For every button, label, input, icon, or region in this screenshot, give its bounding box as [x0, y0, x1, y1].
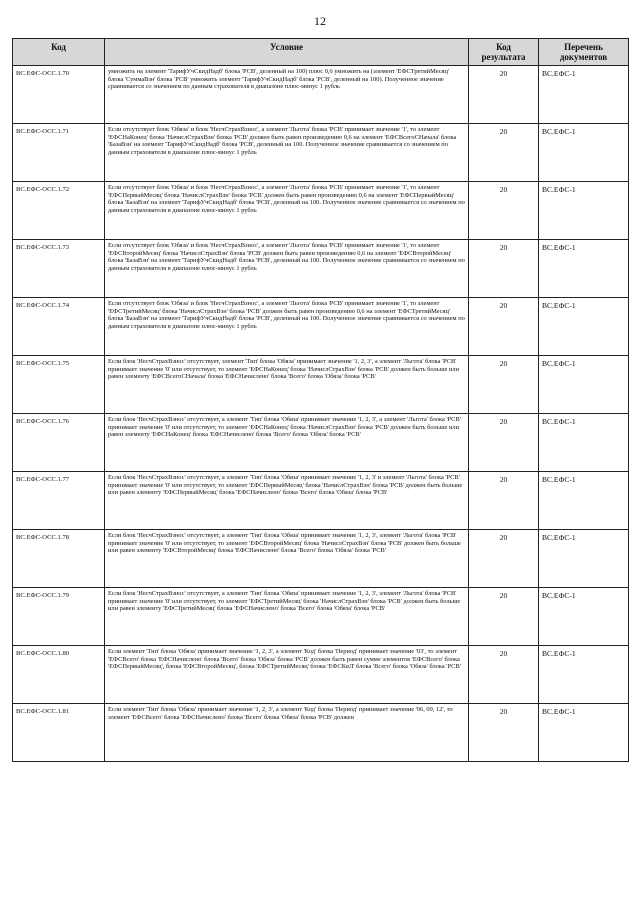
row-result-code: 20 [469, 356, 539, 414]
row-code: ВС.ЕФС-ОСС.1.77 [13, 472, 105, 530]
row-condition: Если блок 'НесчСтрахВзнос' отсутствует, а элемент 'Тип' блока 'Обяза' принимает значение '1, 2, 3' и элемент 'Льгота' блока 'РСВ' принимает значение '0' или отсутствует, то элемент 'ЕФСПервыйМесяц' блока 'НачислСтрахВзн' блока 'РСВ' должен быть больше или равен элементу 'ЕФСПервыйМесяц' блока 'ЕФСНачислено' блока 'Всего' блока 'Обяза' блока 'РСВ' [105, 472, 469, 530]
table-row [13, 298, 629, 356]
row-documents: ВС.ЕФС-1 [539, 646, 629, 704]
row-result-code: 20 [469, 240, 539, 298]
column-header-code: Код [13, 39, 105, 66]
row-documents: ВС.ЕФС-1 [539, 356, 629, 414]
row-result-code: 20 [469, 530, 539, 588]
row-condition: умножить на элемент 'ТарифУчСкидНадб' блока 'РСВ', деленный на 100) плюс 0,6 умножить на (элемент 'ЕФСТретийМесяц' блока 'СуммаВзн' блока 'РСВ' умножить элемент 'ТарифУчСкидНадб' блока 'РСВ', деленный на 100). Полученное значение сравнивается со значением по данным страхователя в диапазоне плюс-минус 1 рубль [105, 66, 469, 124]
row-condition: Если блок 'НесчСтрахВзнос' отсутствует, элемент 'Тип' блока 'Обяза' принимает значение '1, 2, 3', а элемент 'Льгота' блока 'РСВ' принимает значение '0' или отсутствует, то элемент 'ЕФСНаКонец' блока 'НачислСтрахВзн' блока 'РСВ' должен быть больше или равен элементу 'ЕФСВсегоСНачала' блока 'ЕФСНачислено' блока 'Всего' блока 'Обяза' блока 'РСВ' [105, 356, 469, 414]
row-documents: ВС.ЕФС-1 [539, 704, 629, 762]
table-row [13, 414, 629, 472]
row-condition: Если блок 'НесчСтрахВзнос' отсутствует, а элемент 'Тип' блока 'Обяза' принимает значение '1, 2, 3', элемент 'Льгота' блока 'РСВ' принимает значение '0' или отсутствует, то элемент 'ЕФСВторойМесяц' блока 'НачислСтрахВзн' блока 'РСВ' должен быть больше или равен элементу 'ЕФСВторойМесяц' блока 'ЕФСНачислено' блока 'Всего' блока 'Обяза' блока 'РСВ' [105, 530, 469, 588]
row-code: ВС.ЕФС-ОСС.1.80 [13, 646, 105, 704]
table-row [13, 124, 629, 182]
row-code: ВС.ЕФС-ОСС.1.75 [13, 356, 105, 414]
page-number: 12 [314, 14, 326, 28]
row-result-code: 20 [469, 66, 539, 124]
row-result-code: 20 [469, 472, 539, 530]
rules-table [12, 38, 629, 762]
row-code: ВС.ЕФС-ОСС.1.79 [13, 588, 105, 646]
table-row [13, 182, 629, 240]
row-condition: Если блок 'НесчСтрахВзнос' отсутствует, а элемент 'Тип' блока 'Обяза' принимает значение '1, 2, 3', а элемент 'Льгота' блока 'РСВ' принимает значение '0' или отсутствует, то элемент 'ЕФСНаКонец' блока 'НачислСтрахВзн' блока 'РСВ' должен быть больше или равен элементу 'ЕФСНаКонец' блока 'ЕФСНачислено' блока 'Всего' блока 'Обяза' блока 'РСВ' [105, 414, 469, 472]
row-code: ВС.ЕФС-ОСС.1.78 [13, 530, 105, 588]
row-documents: ВС.ЕФС-1 [539, 298, 629, 356]
row-documents: ВС.ЕФС-1 [539, 66, 629, 124]
row-documents: ВС.ЕФС-1 [539, 588, 629, 646]
row-code: ВС.ЕФС-ОСС.1.76 [13, 414, 105, 472]
column-header-condition: Условие [105, 39, 469, 66]
row-result-code: 20 [469, 414, 539, 472]
table-row [13, 356, 629, 414]
row-result-code: 20 [469, 298, 539, 356]
row-code: ВС.ЕФС-ОСС.1.71 [13, 124, 105, 182]
row-code: ВС.ЕФС-ОСС.1.74 [13, 298, 105, 356]
table-row [13, 66, 629, 124]
table-row [13, 472, 629, 530]
table-row [13, 646, 629, 704]
row-result-code: 20 [469, 124, 539, 182]
column-header-result-code: Код результата [469, 39, 539, 66]
row-result-code: 20 [469, 704, 539, 762]
row-condition: Если отсутствует блок 'Обяза' и блок 'НесчСтрахВзнос', а элемент 'Льгота' блока 'РСВ' принимает значение '1', то элемент 'ЕФСВторойМесяц' блока 'НачислСтрахВзн' блока 'РСВ' должен быть равен произведению 0,6 на элемент 'ЕФСВторойМесяц' блока 'БазаВзн' на элемент 'ТарифУчСкидНадб' блока 'РСВ', деленный на 100. Полученное значение сравнивается со значением по данным страхователя в диапазоне плюс-минус 1 рубль [105, 240, 469, 298]
row-documents: ВС.ЕФС-1 [539, 182, 629, 240]
table-row [13, 704, 629, 762]
row-code: ВС.ЕФС-ОСС.1.70 [13, 66, 105, 124]
table-row [13, 588, 629, 646]
row-code: ВС.ЕФС-ОСС.1.81 [13, 704, 105, 762]
row-condition: Если элемент 'Тип' блока 'Обяза' принимает значение '1, 2, 3', а элемент 'Код' блока 'Период' принимает значение '06, 09, 12', то элемент 'ЕФСВсего' блока 'ЕФСНачислено' блока 'Всего' блока 'Обяза' блока 'РСВ' должен [105, 704, 469, 762]
row-condition: Если отсутствует блок 'Обяза' и блок 'НесчСтрахВзнос', а элемент 'Льгота' блока 'РСВ' принимает значение '1', то элемент 'ЕФСПервыйМесяц' блока 'НачислСтрахВзн' блока 'РСВ' должен быть равен произведению 0,6 на элемент 'ЕФСПервыйМесяц' блока 'БазаВзн' на элемент 'ТарифУчСкидНадб' блока 'РСВ', деленный на 100. Полученное значение сравнивается со значением по данным страхователя в диапазоне плюс-минус 1 рубль [105, 182, 469, 240]
row-documents: ВС.ЕФС-1 [539, 530, 629, 588]
table-header-row [13, 39, 629, 66]
row-condition: Если блок 'НесчСтрахВзнос' отсутствует, а элемент 'Тип' блока 'Обяза' принимает значение '1, 2, 3', элемент 'Льгота' блока 'РСВ' принимает значение '0' или отсутствует, то элемент 'ЕФСТретийМесяц' блока 'НачислСтрахВзн' блока 'РСВ' должен быть больше или равен элементу 'ЕФСТретийМесяц' блока 'ЕФСНачислено' блока 'Всего' блока 'Обяза' блока 'РСВ' [105, 588, 469, 646]
row-documents: ВС.ЕФС-1 [539, 414, 629, 472]
row-documents: ВС.ЕФС-1 [539, 124, 629, 182]
row-condition: Если отсутствует блок 'Обяза' и блок 'НесчСтрахВзнос', а элемент 'Льгота' блока 'РСВ' принимает значение '1', то элемент 'ЕФСТретийМесяц' блока 'НачислСтрахВзн' блока 'РСВ' должен быть равен произведению 0,6 на элемент 'ЕФСТретийМесяц' блока 'БазаВзн' на элемент 'ТарифУчСкидНадб' блока 'РСВ', деленный на 100. Полученное значение сравнивается со значением по данным страхователя в диапазоне плюс-минус 1 рубль [105, 298, 469, 356]
row-result-code: 20 [469, 182, 539, 240]
row-result-code: 20 [469, 588, 539, 646]
row-code: ВС.ЕФС-ОСС.1.73 [13, 240, 105, 298]
row-documents: ВС.ЕФС-1 [539, 240, 629, 298]
row-documents: ВС.ЕФС-1 [539, 472, 629, 530]
row-result-code: 20 [469, 646, 539, 704]
table-row [13, 530, 629, 588]
rules-table-container [12, 38, 628, 762]
column-header-documents: Перечень документов [539, 39, 629, 66]
row-condition: Если элемент 'Тип' блока 'Обяза' принимает значение '1, 2, 3', а элемент 'Код' блока 'Период' принимает значение '03', то элемент 'ЕФСВсего' блока 'ЕФСНачислено' блока 'Всего' блока 'Обяза' блока 'РСВ' должен быть равен сумме элементов 'ЕФСВсего' блока 'ЕФСПервыйМесяц', блока 'ЕФСВторойМесяц', блока 'ЕФСТретийМесяц' блока 'ЕФСКвЛ' блока 'Всего' блока 'Обяза' блока 'РСВ' [105, 646, 469, 704]
row-condition: Если отсутствует блок 'Обяза' и блок 'НесчСтрахВзнос', а элемент 'Льгота' блока 'РСВ' принимает значение '1', то элемент 'ЕФСНаКонец' блока 'НачислСтрахВзн' блока 'РСВ' должен быть равен произведению 0,6 на элемент 'ЕФСВсегоСНачала' блока 'БазаВзн' на элемент 'ТарифУчСкидНадб' блока 'РСВ', деленный на 100. Полученное значение сравнивается со значением по данным страхователя в диапазоне плюс-минус 1 рубль [105, 124, 469, 182]
table-row [13, 240, 629, 298]
row-code: ВС.ЕФС-ОСС.1.72 [13, 182, 105, 240]
